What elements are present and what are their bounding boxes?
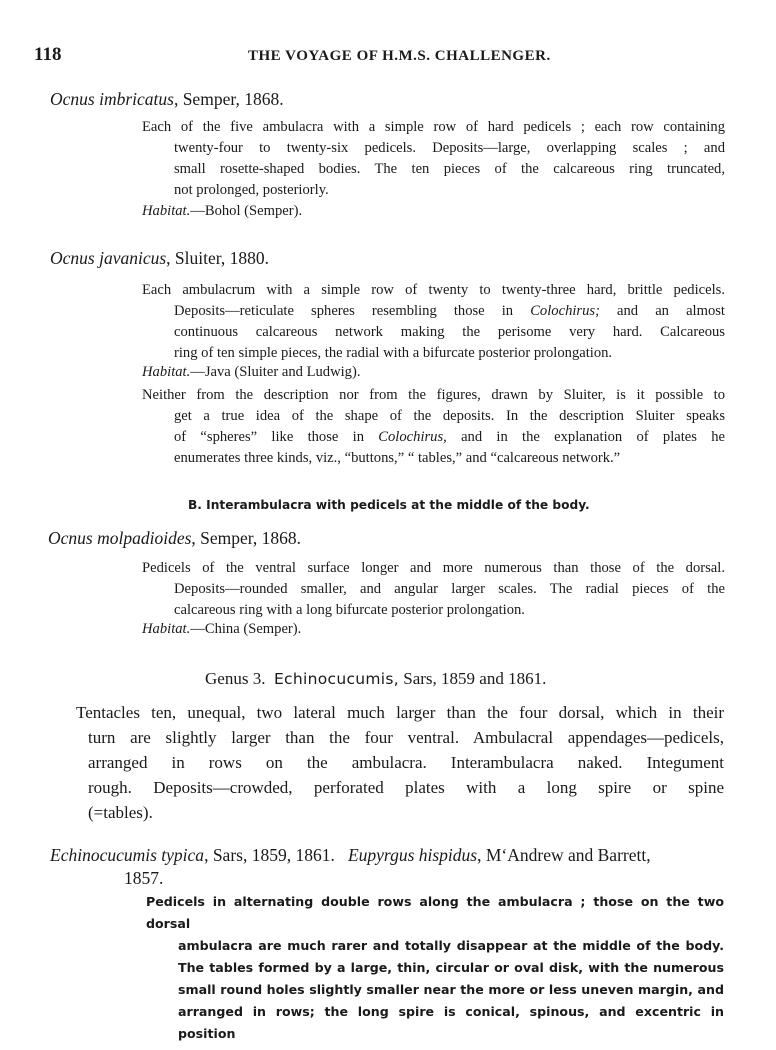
species-description — [142, 117, 725, 201]
description-line: small rosette-shaped bodies. The ten pieces of the calcareous ring truncated, — [174, 161, 725, 177]
description-line: Deposits—reticulate spheres resembling those in Colochirus; and an almost — [174, 303, 725, 319]
synonym-name: Eupyrgus hispidus — [347, 845, 478, 865]
genus-name: Echinocucumis, — [273, 670, 400, 688]
description-line: The tables formed by a large, thin, circular or oval disk, with the numerous — [178, 960, 724, 975]
habitat-value: —Java (Sluiter and Ludwig). — [190, 364, 361, 380]
genus-line: arranged in rows on the ambulacra. Interambulacra naked. Integument — [88, 753, 724, 772]
note-line: get a true idea of the shape of the deposits. In the description Sluiter speaks — [174, 408, 725, 424]
genus-prefix: Genus 3. — [205, 669, 266, 688]
habitat-label: Habitat. — [142, 621, 191, 637]
species-authority: , Semper, 1868. — [191, 528, 302, 548]
species-name: Echinocucumis typica — [50, 845, 205, 865]
species-description — [142, 558, 725, 621]
description-line: not prolonged, posteriorly. — [174, 182, 329, 198]
genus-line: rough. Deposits—crowded, perforated plates with a long spire or spine — [88, 778, 724, 797]
habitat-line — [142, 203, 302, 220]
habitat-line — [142, 621, 301, 638]
habitat-value: —Bohol (Semper). — [190, 203, 303, 219]
species-heading-echinocucumis-typica — [50, 845, 651, 866]
genus-line: (=tables). — [88, 803, 153, 822]
page-number: 118 — [34, 44, 62, 65]
species-description — [146, 891, 724, 1045]
note-line: enumerates three kinds, viz., “buttons,” “ tables,” and “calcareous network.” — [174, 450, 621, 466]
description-line: calcareous ring with a long bifurcate posterior prolongation. — [174, 602, 525, 618]
species-name: Ocnus javanicus — [50, 248, 167, 268]
description-line: ambulacra are much rarer and totally disappear at the middle of the body. — [178, 938, 724, 953]
note-line: of “spheres” like those in Colochirus, and in the explanation of plates he — [174, 429, 725, 445]
description-line: continuous calcareous network making the perisome very hard. Calcareous — [174, 324, 725, 340]
species-heading-ocnus-molpadioides — [48, 528, 301, 549]
species-name: Ocnus imbricatus — [50, 89, 174, 109]
synonym-authority: , M‘Andrew and Barrett, — [477, 845, 651, 865]
description-line: arranged in rows; the long spire is conical, spinous, and excentric in position — [178, 1004, 724, 1041]
synonym-year: 1857. — [124, 868, 164, 888]
species-authority: , Semper, 1868. — [173, 89, 284, 109]
description-line: twenty-four to twenty-six pedicels. Deposits—large, overlapping scales ; and — [174, 140, 725, 156]
genus-authority: Sars, 1859 and 1861. — [403, 669, 547, 688]
section-heading: B. Interambulacra with pedicels at the middle of the body. — [188, 498, 590, 512]
species-heading-ocnus-imbricatus — [50, 89, 284, 110]
species-authority: , Sluiter, 1880. — [166, 248, 270, 268]
habitat-line — [142, 364, 360, 381]
genus-line: turn are slightly larger than the four ventral. Ambulacral appendages—pedicels, — [88, 728, 724, 747]
description-line: Pedicels in alternating double rows along the ambulacra ; those on the two dorsal — [146, 894, 724, 931]
genus-line: Tentacles ten, unequal, two lateral much larger than the four dorsal, which in their — [76, 703, 724, 722]
species-authority: , Sars, 1859, 1861. — [204, 845, 335, 865]
species-description — [142, 280, 725, 364]
description-line: small round holes slightly smaller near the more or less uneven margin, and — [178, 982, 724, 997]
description-line: Each ambulacrum with a simple row of twenty to twenty-three hard, brittle pedicels. — [142, 282, 725, 298]
habitat-value: —China (Semper). — [190, 621, 302, 637]
genus-heading — [205, 669, 546, 689]
habitat-label: Habitat. — [142, 203, 191, 219]
description-line: ring of ten simple pieces, the radial with a bifurcate posterior prolongation. — [174, 345, 613, 361]
species-name: Ocnus molpadioides — [48, 528, 192, 548]
description-line: Deposits—rounded smaller, and angular larger scales. The radial pieces of the — [174, 581, 725, 597]
habitat-label: Habitat. — [142, 364, 191, 380]
running-title: THE VOYAGE OF H.M.S. CHALLENGER. — [248, 48, 551, 64]
description-line: Pedicels of the ventral surface longer and more numerous than those of the dorsal. — [142, 560, 725, 576]
species-heading-ocnus-javanicus — [50, 248, 269, 269]
species-note — [142, 385, 725, 469]
description-line: Each of the five ambulacra with a simple row of hard pedicels ; each row containing — [142, 119, 725, 135]
note-line: Neither from the description nor from the figures, drawn by Sluiter, is it possible to — [142, 387, 725, 403]
genus-description — [76, 700, 724, 825]
